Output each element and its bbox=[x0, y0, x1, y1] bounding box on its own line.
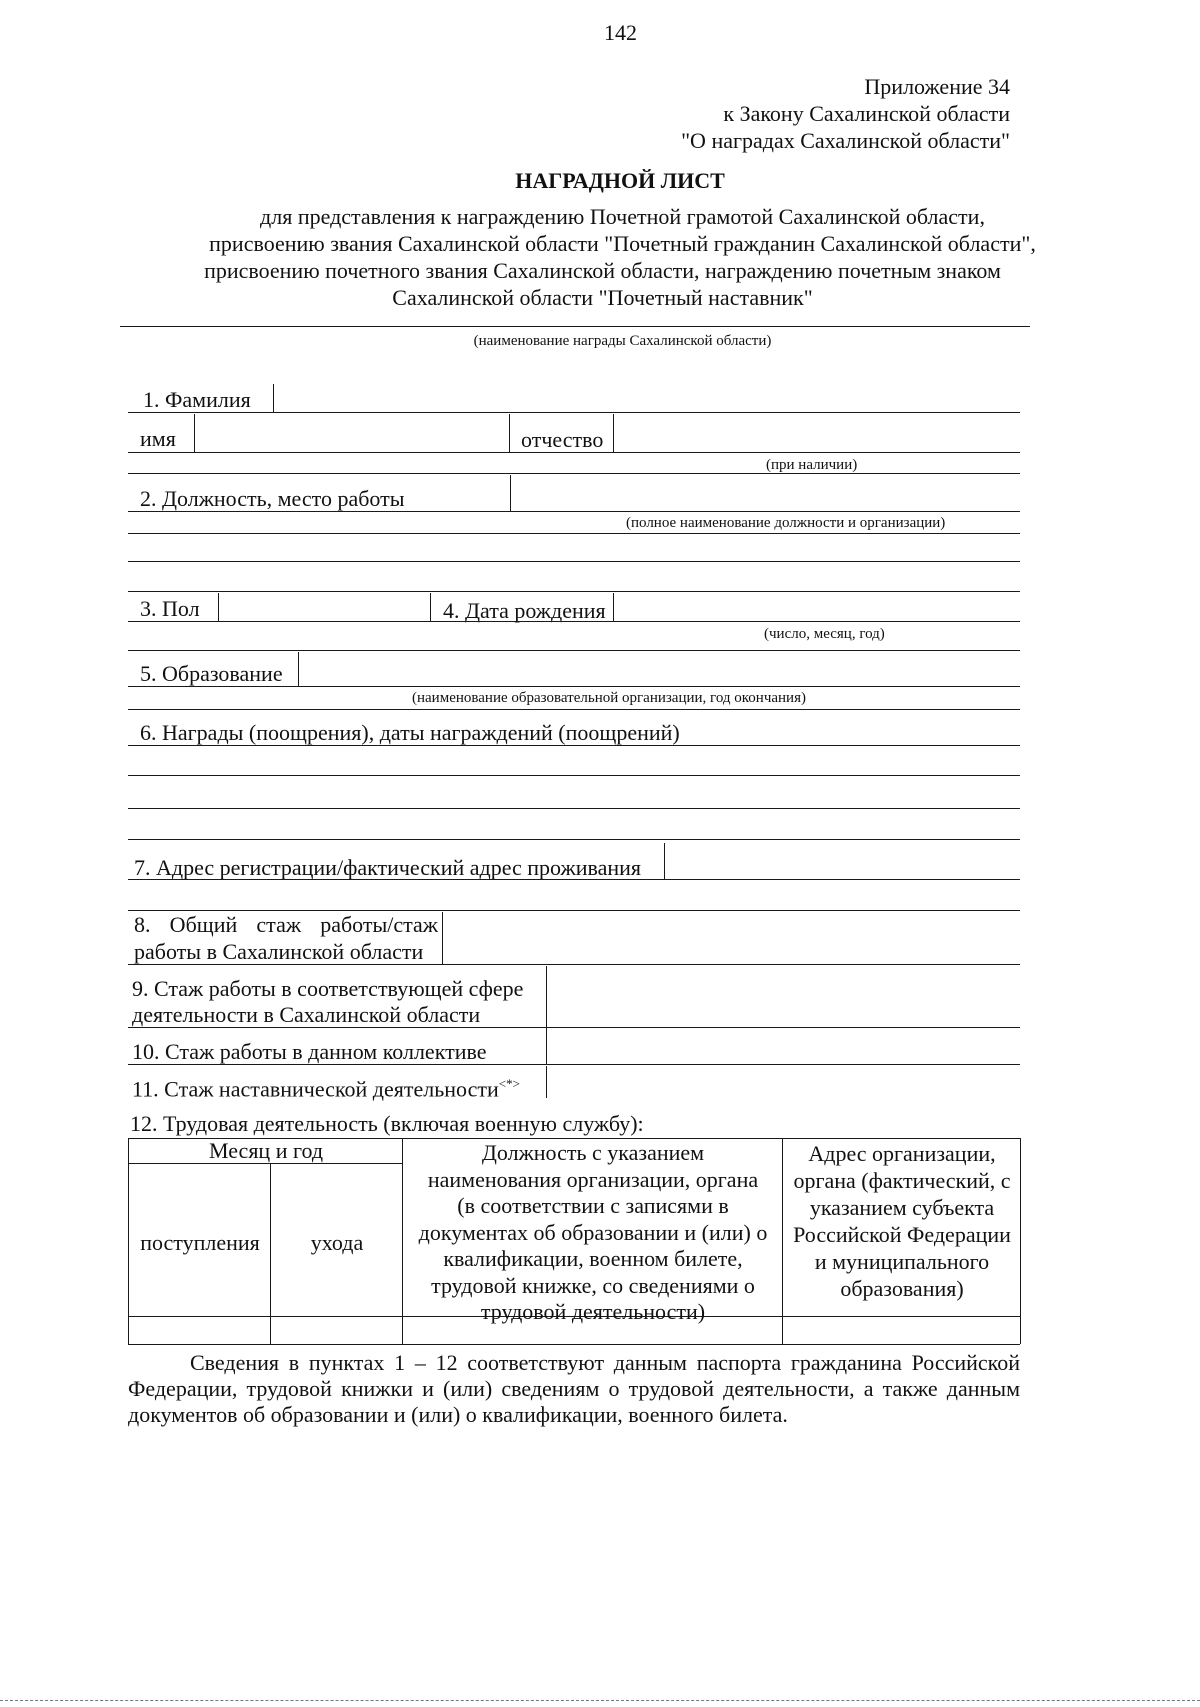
position-extra-line-2 bbox=[128, 561, 1020, 562]
position-col-line: трудовой книжке, со сведениями о bbox=[431, 1272, 755, 1298]
table-cell-admission[interactable] bbox=[130, 1318, 270, 1344]
table-header-address bbox=[784, 1140, 1020, 1302]
table-header-admission: поступления bbox=[140, 1230, 260, 1255]
patronymic-note-line bbox=[128, 473, 1020, 474]
mentor-experience-label bbox=[132, 1077, 520, 1100]
footer-line-3: документов об образовании и (или) о квалификации, военного билета. bbox=[128, 1402, 788, 1427]
surname-divider bbox=[273, 384, 274, 412]
sphere-experience-label-2: деятельности в Сахалинской области bbox=[132, 1002, 481, 1027]
address-col-line: Российской Федерации bbox=[793, 1222, 1011, 1247]
total-experience-label-2: работы в Сахалинской области bbox=[134, 939, 424, 964]
education-input[interactable] bbox=[300, 652, 1020, 686]
position-divider bbox=[510, 475, 511, 511]
team-experience-input[interactable] bbox=[548, 1029, 1020, 1063]
address-divider bbox=[664, 843, 665, 879]
table-right-border bbox=[1020, 1138, 1021, 1344]
subtitle-line-2: присвоению звания Сахалинской области "Почетный гражданин Сахалинской области", bbox=[209, 231, 1036, 256]
birth-date-label: 4. Дата рождения bbox=[443, 598, 606, 623]
birth-date-divider bbox=[613, 593, 614, 621]
address-col-line: указанием субъекта bbox=[809, 1195, 995, 1220]
total-experience-divider bbox=[442, 912, 443, 964]
subtitle-line-3: присвоению почетного звания Сахалинской области, награждению почетным знаком bbox=[204, 258, 1001, 283]
mentor-experience-input[interactable] bbox=[548, 1066, 1020, 1098]
address-col-line: органа (фактический, с bbox=[793, 1168, 1011, 1193]
awards-line-2 bbox=[128, 775, 1020, 776]
awards-label: 6. Награды (поощрения), даты награждений (поощрений) bbox=[140, 720, 680, 745]
table-header-leaving: ухода bbox=[310, 1230, 364, 1255]
team-experience-label: 10. Стаж работы в данном коллективе bbox=[132, 1039, 487, 1064]
table-col-divider-3 bbox=[782, 1138, 783, 1344]
labor-activity-label: 12. Трудовая деятельность (включая военную службу): bbox=[130, 1111, 644, 1136]
table-cell-position[interactable] bbox=[404, 1318, 782, 1344]
team-experience-line bbox=[128, 1064, 1020, 1065]
footer-line-2: Федерации, трудовой книжки и (или) сведениям о трудовой деятельности, а также данным bbox=[128, 1376, 1020, 1401]
awards-line-1 bbox=[128, 745, 1020, 746]
total-experience-input[interactable] bbox=[444, 912, 1020, 964]
position-col-line: (в соответствии с записями в bbox=[457, 1193, 729, 1218]
sphere-experience-input[interactable] bbox=[548, 966, 1020, 1026]
mentor-experience-text: 11. Стаж наставнической деятельности bbox=[132, 1076, 499, 1102]
mentor-experience-footnote-mark: <*> bbox=[498, 1076, 520, 1091]
position-label: 2. Должность, место работы bbox=[140, 486, 405, 511]
awards-input[interactable] bbox=[128, 747, 1020, 839]
patronymic-input[interactable] bbox=[615, 414, 1020, 452]
table-col-divider-1 bbox=[270, 1163, 271, 1344]
birth-date-line bbox=[128, 621, 1020, 622]
name-line bbox=[128, 452, 1020, 453]
birth-date-note-line bbox=[128, 650, 1020, 651]
table-cell-leaving[interactable] bbox=[272, 1318, 402, 1344]
appendix-line-3: "О наградах Сахалинской области" bbox=[681, 128, 1010, 153]
position-col-line: квалификации, военном билете, bbox=[443, 1246, 743, 1271]
education-note-line bbox=[128, 709, 1020, 710]
position-extra-line-1 bbox=[128, 533, 1020, 534]
birth-date-note: (число, месяц, год) bbox=[764, 626, 885, 642]
sex-label: 3. Пол bbox=[140, 596, 200, 621]
position-line bbox=[128, 511, 1020, 512]
position-extra-line-3 bbox=[128, 591, 1020, 592]
appendix-line-1: Приложение 34 bbox=[864, 74, 1010, 99]
page-number: 142 bbox=[604, 20, 637, 45]
patronymic-label: отчество bbox=[521, 427, 604, 452]
address-input[interactable] bbox=[666, 843, 1020, 879]
position-input[interactable] bbox=[512, 475, 1020, 511]
education-note: (наименование образовательной организации, год окончания) bbox=[412, 690, 806, 706]
address-col-line: и муниципального bbox=[814, 1249, 990, 1274]
education-divider bbox=[298, 652, 299, 686]
address-col-line: образования) bbox=[840, 1276, 964, 1301]
address-col-line: Адрес организации, bbox=[808, 1141, 996, 1166]
position-col-line: Должность с указанием bbox=[481, 1140, 705, 1165]
position-col-line: трудовой деятельности) bbox=[480, 1299, 706, 1324]
education-line bbox=[128, 686, 1020, 687]
position-col-line: наименования организации, органа bbox=[427, 1166, 759, 1192]
table-bottom-border bbox=[128, 1344, 1020, 1345]
name-right-divider bbox=[509, 414, 510, 452]
document-title: НАГРАДНОЙ ЛИСТ bbox=[515, 168, 725, 193]
table-left-border bbox=[128, 1138, 129, 1344]
sphere-experience-label-1: 9. Стаж работы в соответствующей сфере bbox=[132, 976, 524, 1001]
name-input[interactable] bbox=[196, 414, 508, 452]
table-col-divider-2 bbox=[402, 1138, 403, 1344]
award-name-line bbox=[120, 326, 1030, 327]
patronymic-divider bbox=[613, 414, 614, 452]
position-note: (полное наименование должности и организации) bbox=[626, 515, 946, 531]
sphere-experience-line bbox=[128, 1027, 1020, 1028]
birth-date-left-divider bbox=[430, 593, 431, 621]
table-month-year-separator bbox=[128, 1163, 402, 1164]
address-line-2 bbox=[128, 910, 1020, 911]
awards-line-4 bbox=[128, 839, 1020, 840]
total-experience-label-1: 8. Общий стаж работы/стаж bbox=[134, 912, 438, 937]
total-experience-line bbox=[128, 964, 1020, 965]
patronymic-note: (при наличии) bbox=[766, 457, 858, 473]
table-cell-address[interactable] bbox=[784, 1318, 1020, 1344]
subtitle-line-1: для представления к награждению Почетной грамотой Сахалинской области, bbox=[260, 204, 985, 229]
sex-input[interactable] bbox=[220, 593, 428, 621]
appendix-line-2: к Закону Сахалинской области bbox=[723, 101, 1010, 126]
awards-line-3 bbox=[128, 808, 1020, 809]
table-header-month-year: Месяц и год bbox=[208, 1138, 324, 1163]
sex-divider bbox=[218, 593, 219, 621]
birth-date-input[interactable] bbox=[615, 593, 1020, 621]
table-header-position bbox=[404, 1140, 782, 1326]
surname-label: 1. Фамилия bbox=[143, 387, 251, 412]
surname-input[interactable] bbox=[275, 384, 1020, 412]
surname-line bbox=[128, 412, 1020, 413]
education-label: 5. Образование bbox=[140, 661, 283, 686]
subtitle-line-4: Сахалинской области "Почетный наставник" bbox=[392, 285, 813, 310]
scan-edge-line bbox=[0, 1700, 1200, 1701]
sphere-experience-divider bbox=[546, 966, 547, 1064]
name-divider bbox=[194, 414, 195, 452]
award-caption: (наименование награды Сахалинской области) bbox=[473, 333, 772, 349]
address-label: 7. Адрес регистрации/фактический адрес проживания bbox=[134, 855, 642, 880]
address-line-1 bbox=[128, 879, 1020, 880]
name-label: имя bbox=[140, 426, 176, 451]
position-col-line: документах об образовании и (или) о bbox=[418, 1219, 768, 1245]
mentor-experience-divider bbox=[546, 1066, 547, 1098]
footer-line-1: Сведения в пунктах 1 – 12 соответствуют данным паспорта гражданина Российской bbox=[190, 1350, 1020, 1375]
